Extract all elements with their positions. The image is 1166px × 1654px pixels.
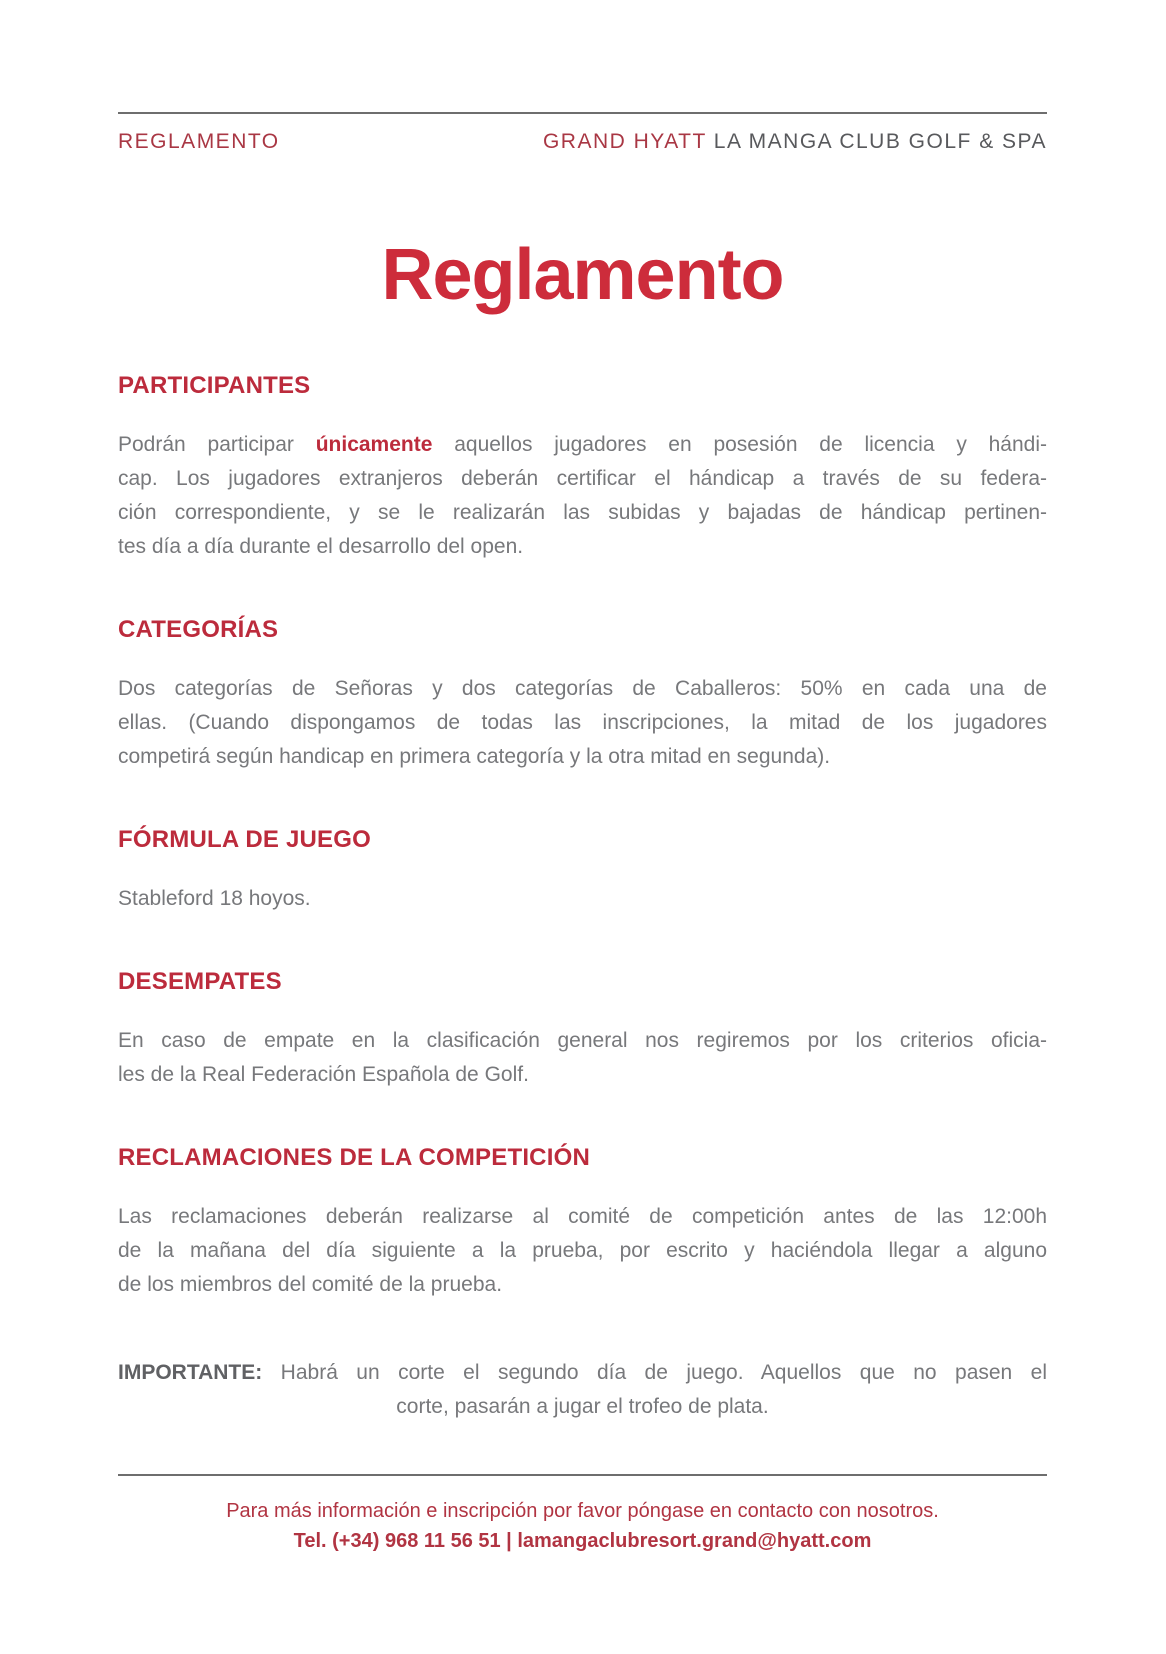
paragraph-line: de los miembros del comité de la prueba. <box>118 1273 503 1296</box>
paragraph-text: Podrán participar <box>118 433 316 456</box>
top-divider <box>118 112 1047 114</box>
section-desempates <box>118 968 1047 1092</box>
paragraph-line: tes día a día durante el desarrollo del open. <box>118 535 524 558</box>
paragraph-line: ellas. (Cuando dispongamos de todas las inscripciones, la mitad de los jugadores <box>118 711 1047 734</box>
paragraph-line: En caso de empate en la clasificación general nos regiremos por los criterios oficia- <box>118 1029 1047 1052</box>
section-heading-participantes: PARTICIPANTES <box>118 372 311 399</box>
paragraph-formula <box>118 882 1047 916</box>
paragraph-line: Las reclamaciones deberán realizarse al comité de competición antes de las 12:00h <box>118 1205 1047 1228</box>
section-heading-reclamaciones: RECLAMACIONES DE LA COMPETICIÓN <box>118 1144 590 1171</box>
paragraph-line: les de la Real Federación Española de Golf. <box>118 1063 529 1086</box>
paragraph-categorias <box>118 672 1047 774</box>
section-formula-de-juego <box>118 826 1047 916</box>
paragraph-line: Dos categorías de Señoras y dos categorías de Caballeros: 50% en cada una de <box>118 677 1047 700</box>
important-note <box>118 1356 1047 1424</box>
header-doc-title: REGLAMENTO <box>118 130 280 153</box>
page-title: Reglamento <box>381 235 784 315</box>
paragraph-line: cap. Los jugadores extranjeros deberán certificar el hándicap a través de su federa- <box>118 467 1047 490</box>
footer-contact-line: Tel. (+34) 968 11 56 51 | lamangaclubresort.grand@hyatt.com <box>293 1530 872 1552</box>
paragraph-text: aquellos jugadores en posesión de licencia y hándi- <box>432 433 1047 456</box>
paragraph-line <box>118 1356 1047 1390</box>
footer-info-line: Para más información e inscripción por favor póngase en contacto con nosotros. <box>226 1500 939 1522</box>
paragraph-line: competirá según handicap en primera categoría y la otra mitad en segunda). <box>118 745 831 768</box>
paragraph-line <box>118 428 1047 462</box>
important-label: IMPORTANTE: <box>118 1361 263 1384</box>
section-reclamaciones <box>118 1144 1047 1302</box>
paragraph-line: corte, pasarán a jugar el trofeo de plata. <box>396 1395 769 1418</box>
section-participantes <box>118 372 1047 564</box>
emphasis-word: únicamente <box>315 433 433 456</box>
paragraph-participantes <box>118 428 1047 564</box>
paragraph-text: Habrá un corte el segundo día de juego. Aquellos que no pasen el <box>262 1361 1047 1384</box>
paragraph-desempates <box>118 1024 1047 1092</box>
paragraph-line: Stableford 18 hoyos. <box>118 887 311 910</box>
section-heading-categorias: CATEGORÍAS <box>118 616 279 643</box>
paragraph-reclamaciones <box>118 1200 1047 1302</box>
resort-name: LA MANGA CLUB GOLF & SPA <box>706 130 1047 153</box>
page-header <box>118 130 1047 154</box>
page-footer <box>118 1496 1047 1556</box>
section-heading-desempates: DESEMPATES <box>118 968 282 995</box>
brand-name: GRAND HYATT <box>542 130 707 153</box>
section-heading-formula: FÓRMULA DE JUEGO <box>118 826 371 853</box>
bottom-divider <box>118 1474 1047 1476</box>
header-resort-title <box>543 130 1047 154</box>
page-content <box>0 112 1166 1556</box>
paragraph-line: ción correspondiente, y se le realizarán las subidas y bajadas de hándicap pertinen- <box>118 501 1047 524</box>
paragraph-line: de la mañana del día siguiente a la prueba, por escrito y haciéndola llegar a alguno <box>118 1239 1047 1262</box>
section-categorias <box>118 616 1047 774</box>
